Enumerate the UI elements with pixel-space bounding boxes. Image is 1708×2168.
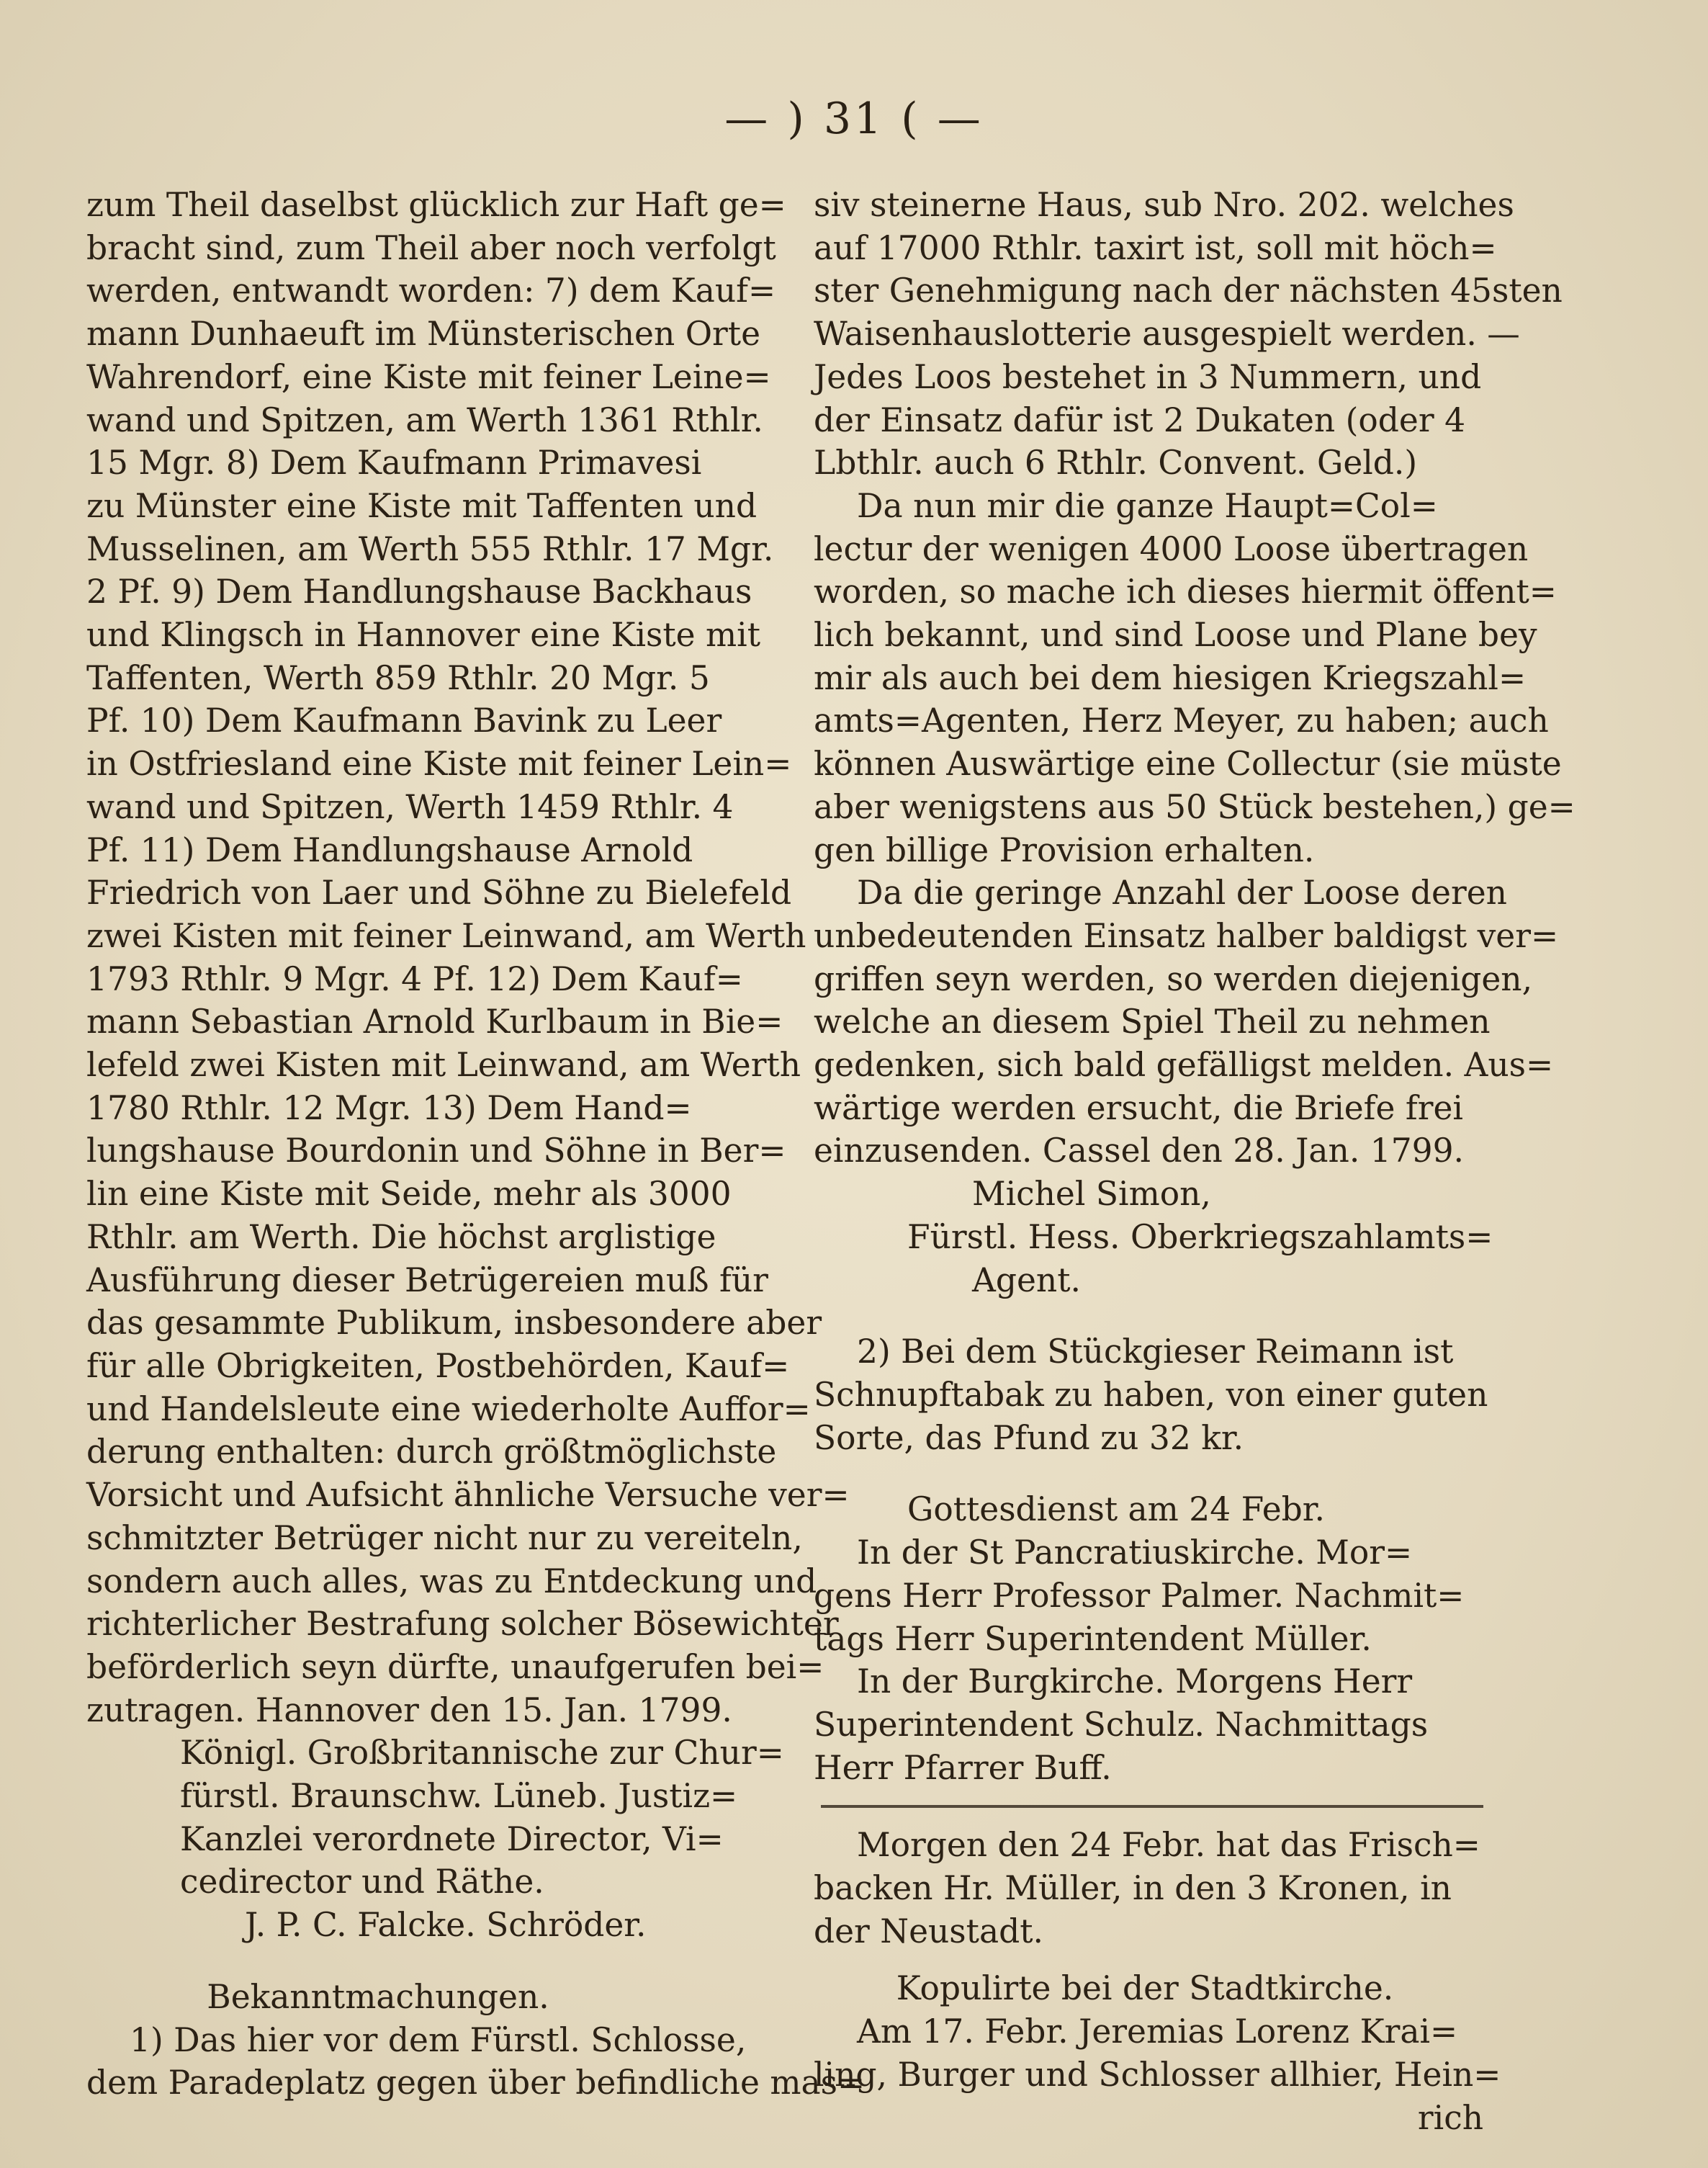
- text-line: Agent.: [972, 1260, 1081, 1299]
- text-line: lungshause Bourdonin und Söhne in Ber=: [86, 1132, 786, 1170]
- text-line: in Ostfriesland eine Kiste mit feiner Lein=: [86, 745, 792, 784]
- gottesdienst-heading: Gottesdienst am 24 Febr.: [907, 1490, 1326, 1529]
- left-column: [86, 184, 866, 2105]
- text-line: Kanzlei verordnete Director, Vi=: [180, 1819, 724, 1858]
- text-line: können Auswärtige eine Collectur (sie müste: [814, 745, 1562, 784]
- text-line: Jedes Loos bestehet in 3 Nummern, und: [814, 357, 1482, 396]
- text-line: mann Dunhaeuft im Münsterischen Orte: [86, 315, 760, 354]
- text-line: mir als auch bei dem hiesigen Kriegszahl=: [814, 658, 1527, 697]
- text-line: ster Genehmigung nach der nächsten 45sten: [814, 272, 1563, 310]
- text-line: Fürstl. Hess. Oberkriegszahlamts=: [907, 1217, 1493, 1256]
- text-line: zwei Kisten mit feiner Leinwand, am Werth: [86, 916, 806, 955]
- text-line: derung enthalten: durch größtmöglichste: [86, 1433, 777, 1472]
- text-line: tags Herr Superintendent Müller.: [814, 1619, 1372, 1658]
- text-line: dem Paradeplatz gegen über befindliche mas=: [86, 2064, 866, 2102]
- text-line: Friedrich von Laer und Söhne zu Bielefeld: [86, 874, 792, 913]
- text-line: siv steinerne Haus, sub Nro. 202. welches: [814, 186, 1514, 224]
- text-line: aber wenigstens aus 50 Stück bestehen,) ge=: [814, 787, 1576, 826]
- text-line: In der Burgkirche. Morgens Herr: [857, 1662, 1413, 1701]
- text-line: zum Theil daselbst glücklich zur Haft ge=: [86, 186, 786, 224]
- text-line: beförderlich seyn dürfte, unaufgerufen bei=: [86, 1647, 824, 1686]
- text-line: auf 17000 Rthlr. taxirt ist, soll mit höch=: [814, 228, 1497, 267]
- text-line: und Handelsleute eine wiederholte Auffor=: [86, 1389, 811, 1428]
- bekanntmachungen-text: [86, 2019, 866, 2105]
- text-line: rich: [1417, 2098, 1483, 2137]
- text-line: Sorte, das Pfund zu 32 kr.: [814, 1418, 1244, 1457]
- text-line: Am 17. Febr. Jeremias Lorenz Krai=: [857, 2012, 1458, 2051]
- text-line: Königl. Großbritannische zur Chur=: [180, 1734, 784, 1773]
- text-line: Taffenten, Werth 859 Rthlr. 20 Mgr. 5: [86, 658, 710, 697]
- text-line: Herr Pfarrer Buff.: [814, 1748, 1112, 1787]
- text-line: Superintendent Schulz. Nachmittags: [814, 1705, 1429, 1744]
- text-line: bracht sind, zum Theil aber noch verfolgt: [86, 228, 776, 267]
- text-line: wand und Spitzen, am Werth 1361 Rthlr.: [86, 400, 763, 439]
- text-line: 1) Das hier vor dem Fürstl. Schlosse,: [130, 2020, 747, 2059]
- text-line: wärtige werden ersucht, die Briefe frei: [814, 1088, 1463, 1127]
- text-line: Schnupftabak zu haben, von einer guten: [814, 1375, 1488, 1414]
- text-line: der Einsatz dafür ist 2 Dukaten (oder 4: [814, 400, 1466, 439]
- text-line: lectur der wenigen 4000 Loose übertragen: [814, 529, 1529, 568]
- text-line: schmitzter Betrüger nicht nur zu vereiteln,: [86, 1518, 803, 1557]
- text-line: ling, Burger und Schlosser allhier, Hein=: [814, 2055, 1501, 2094]
- lottery-announcement-cont: [814, 872, 1559, 1173]
- snuff-notice: [814, 1330, 1505, 1459]
- text-line: Ausführung dieser Betrügereien muß für: [86, 1260, 768, 1299]
- text-line: amts=Agenten, Herz Meyer, zu haben; auch: [814, 702, 1549, 740]
- kopulirte-heading: Kopulirte bei der Stadtkirche.: [896, 1969, 1394, 2008]
- text-line: unbedeutenden Einsatz halber baldigst ver=: [814, 916, 1559, 955]
- text-line: lefeld zwei Kisten mit Leinwand, am Werth: [86, 1046, 801, 1085]
- text-line: lich bekannt, und sind Loose und Plane bey: [814, 616, 1537, 655]
- text-line: Pf. 11) Dem Handlungshause Arnold: [86, 830, 693, 869]
- right-column: [814, 184, 1576, 2139]
- right-signature: [814, 1173, 1505, 1302]
- text-line: griffen seyn werden, so werden diejenigen,: [814, 959, 1533, 998]
- text-line: worden, so mache ich dieses hiermit öffent=: [814, 573, 1557, 612]
- text-line: einzusenden. Cassel den 28. Jan. 1799.: [814, 1132, 1465, 1170]
- left-signatory-names: J. P. C. Falcke. Schröder.: [245, 1906, 647, 1945]
- text-line: Da nun mir die ganze Haupt=Col=: [857, 486, 1438, 525]
- text-line: Wahrendorf, eine Kiste mit feiner Leine=: [86, 357, 771, 396]
- text-line: wand und Spitzen, Werth 1459 Rthlr. 4: [86, 787, 734, 826]
- text-line: der Neustadt.: [814, 1912, 1043, 1950]
- text-line: sondern auch alles, was zu Entdeckung und: [86, 1562, 817, 1600]
- frischbacken-notice: [814, 1824, 1505, 1953]
- text-line: cedirector und Räthe.: [180, 1863, 544, 1902]
- text-line: 1780 Rthlr. 12 Mgr. 13) Dem Hand=: [86, 1088, 692, 1127]
- left-signature: [86, 1732, 785, 1904]
- text-line: Waisenhauslotterie ausgespielt werden. —: [814, 315, 1520, 354]
- text-line: welche an diesem Spiel Theil zu nehmen: [814, 1003, 1491, 1042]
- text-line: gedenken, sich bald gefälligst melden. Aus=: [814, 1046, 1554, 1085]
- text-line: und Klingsch in Hannover eine Kiste mit: [86, 616, 761, 655]
- text-line: fürstl. Braunschw. Lüneb. Justiz=: [180, 1777, 738, 1816]
- text-line: 2 Pf. 9) Dem Handlungshause Backhaus: [86, 573, 752, 612]
- text-line: Pf. 10) Dem Kaufmann Bavink zu Leer: [86, 702, 722, 740]
- text-line: werden, entwandt worden: 7) dem Kauf=: [86, 272, 776, 310]
- text-line: In der St Pancratiuskirche. Mor=: [857, 1533, 1413, 1572]
- text-line: backen Hr. Müller, in den 3 Kronen, in: [814, 1869, 1452, 1908]
- text-line: Lbthlr. auch 6 Rthlr. Convent. Geld.): [814, 444, 1418, 483]
- text-line: 2) Bei dem Stückgieser Reimann ist: [857, 1332, 1454, 1371]
- text-line: Vorsicht und Aufsicht ähnliche Versuche ver=: [86, 1476, 850, 1515]
- right-column-text: [814, 184, 1563, 485]
- text-line: 15 Mgr. 8) Dem Kaufmann Primavesi: [86, 444, 702, 483]
- text-line: Musselinen, am Werth 555 Rthlr. 17 Mgr.: [86, 529, 774, 568]
- lottery-announcement: [814, 485, 1576, 872]
- text-line: richterlicher Bestrafung solcher Bösewichter: [86, 1605, 839, 1644]
- text-line: lin eine Kiste mit Seide, mehr als 3000: [86, 1175, 732, 1214]
- text-line: 1793 Rthlr. 9 Mgr. 4 Pf. 12) Dem Kauf=: [86, 959, 743, 998]
- text-line: das gesammte Publikum, insbesondere aber: [86, 1304, 822, 1343]
- section-divider: [821, 1805, 1483, 1808]
- text-line: gen billige Provision erhalten.: [814, 830, 1315, 869]
- text-line: Michel Simon,: [972, 1175, 1211, 1214]
- text-line: Morgen den 24 Febr. hat das Frisch=: [857, 1826, 1480, 1865]
- text-line: gens Herr Professor Palmer. Nachmit=: [814, 1576, 1465, 1615]
- text-line: zutragen. Hannover den 15. Jan. 1799.: [86, 1690, 732, 1729]
- left-column-text: [86, 184, 850, 1732]
- bekanntmachungen-heading: Bekanntmachungen.: [207, 1977, 549, 2016]
- text-line: Rthlr. am Werth. Die höchst arglistige: [86, 1217, 716, 1256]
- kopulirte-text: [814, 2010, 1505, 2139]
- text-line: für alle Obrigkeiten, Postbehörden, Kauf=: [86, 1346, 790, 1385]
- text-line: Da die geringe Anzahl der Loose deren: [857, 874, 1507, 913]
- text-line: zu Münster eine Kiste mit Taffenten und: [86, 486, 758, 525]
- text-line: mann Sebastian Arnold Kurlbaum in Bie=: [86, 1003, 783, 1042]
- gottesdienst-text: [814, 1531, 1505, 1789]
- page-number-header: — ) 31 ( —: [724, 94, 984, 144]
